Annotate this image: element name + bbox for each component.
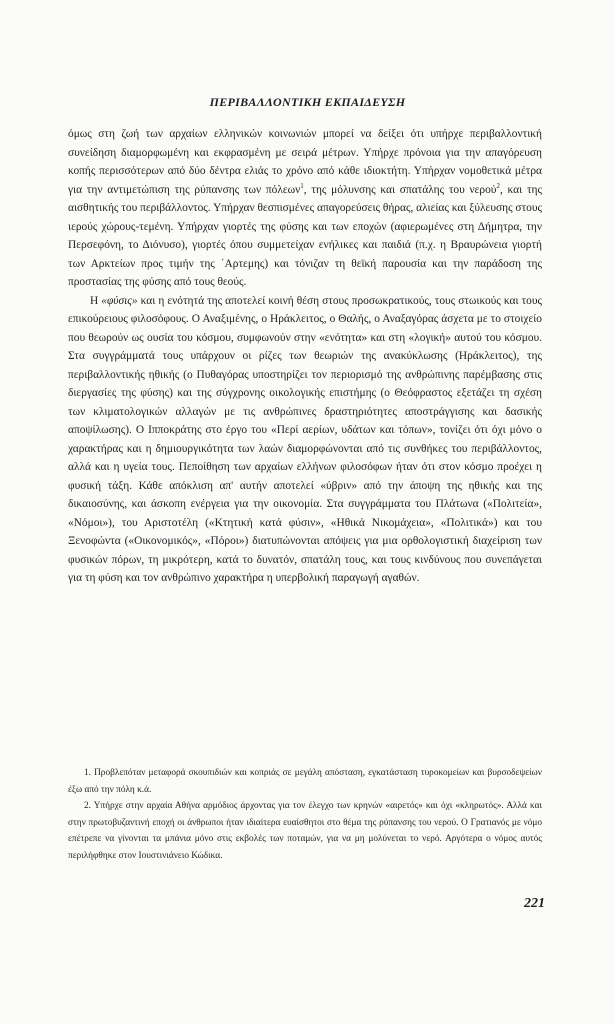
footnote-ref-2: 2 <box>496 181 500 190</box>
paragraph-1-text-c: , και της αισθητικής του περιβάλλοντος. Υπήρχαν θεσπισμένες απαγορεύσεις θήρας, αλιείας και ξύλευσης στους ιερούς χώρους-τεμένη. Υπήρχαν γιορτές της φύσης και των εποχών (αφιερωμένες στη Δήμητρα, την Περσεφόνη, το Διόνυσο), γιορτές όπου συμμετείχαν ενήλικες και παιδιά (π.χ. η Βραυρώνεια γιορτή των Αρκτείων προς τιμήν της ΄Αρτεμης) και τόνιζαν τη θεϊκή παρουσία και την παράδοση της προστασίας της φύσης από τους θεούς. <box>68 183 542 288</box>
paragraph-1 <box>68 125 542 292</box>
paragraph-1-text-a: όμως στη ζωή των αρχαίων ελληνικών κοινωνιών μπορεί να δείξει ότι υπήρχε περιβαλλοντική συνείδηση διαμορφωμένη και εκφρασμένη με σειρά μέτρων. Υπήρχε πρόνοια για την απαγόρευση κοπής περισσότερων από δύο δέντρα ελιάς το χρόνο από κάθε ιδιοκτήτη. Υπήρχαν νομοθετικά μέτρα για την αντιμετώπιση της ρύπανσης των πόλεων <box>68 128 542 196</box>
paragraph-2-text-b: και η ενότητά της αποτελεί κοινή θέση στους προσωκρατικούς, τους στωικούς και τους επικούρειους φιλοσόφους. Ο Αναξιμένης, ο Ηράκλειτος, ο Θαλής, ο Αναξαγόρας άσχετα με το στοιχείο που θεωρούν ως ουσία του κόσμου, συμφωνούν στην «ενότητα» και στη «λογική» αυτού του κόσμου. Στα συγγράμματά τους υπάρχουν οι ρίζες των θεωριών της ανακύκλωσης (Ηράκλειτος), της περιβαλλοντικής ηθικής (ο Πυθαγόρας υποστηρίζει τον περιορισμό της ανθρώπινης παρέμβασης στις διεργασίες της φύσης) και της σύγχρονης οικολογικής επιστήμης (ο Θεόφραστος εξετάζει τη σχέση των κλιματολογικών αλλαγών με τις ανθρώπινες δραστηριότητες αποστράγγισης και δασικής αποψίλωσης). Ο Ιπποκράτης στο έργο του «Περί αερίων, υδάτων και τόπων», τονίζει ότι όχι μόνο ο χαρακτήρας και η δημιουργικότητα των λαών διαμορφώνονται από τις συνθήκες του περιβάλλοντος, αλλά και η υγεία τους. Πεποίθηση των αρχαίων ελλήνων φιλοσόφων ήταν ότι στον κόσμο προέχει η φυσική τάξη. Κάθε απόκλιση απ' αυτήν αποτελεί «ύβριν» από την άποψη της ηθικής και της δικαιοσύνης, και άσκοπη ενέργεια για την οικονομία. Στα συγγράμματα του Πλάτωνα («Πολιτεία», «Νόμοι»), του Αριστοτέλη («Κτητική κατά φύσιν», «Ηθικά Νικομάχεια», «Πολιτικά») και του Ξενοφώντα («Οικονομικός», «Πόροι») διατυπώνονται απόψεις για μια ορθολογιστική διαχείριση των φυσικών πόρων, τη μικρότερη, κατά το δυνατόν, σπατάλη τους, και τους κινδύνους που συνεπάγεται για τη φύση και τον ανθρώπινο χαρακτήρα η υπερβολική παραγωγή αγαθών. <box>68 294 542 584</box>
footnote-1: 1. Προβλεπόταν μεταφορά σκουπιδιών και κοπριάς σε μεγάλη απόσταση, εγκατάσταση τυροκομείων και βυρσοδεψείων έξω από την πόλη κ.ά. <box>68 768 542 795</box>
footnote-2: 2. Υπήρχε στην αρχαία Αθήνα αρμόδιος άρχοντας για τον έλεγχο των κρηνών «αιρετός» και όχι «κληρωτός». Αλλά και στην πρωτοβυζαντινή εποχή οι άνθρωποι ήταν ιδιαίτερα ευαίσθητοι στο θέμα της ρύπανσης του νερού. Ο Γρατιανός με νόμο επέτρεπε να γίνονται τα μπάνια μόνο στις εκβολές των ποταμών, για να μη μολύνεται το νερό. Αργότερα ο νόμος αυτός περιλήφθηκε στον Ιουστινιάνειο Κώδικα. <box>68 801 542 861</box>
main-text <box>68 125 542 588</box>
paragraph-2-text-a: Η <box>90 294 102 307</box>
paragraph-1-text-b: , της μόλυνσης και σπατάλης του νερού <box>303 183 497 196</box>
paragraph-2 <box>68 292 542 588</box>
paragraph-2-emphasis: «φύσις» <box>101 294 138 307</box>
footnote-ref-1: 1 <box>300 181 304 190</box>
footnotes <box>68 765 542 865</box>
running-head: ΠΕΡΙΒΑΛΛΟΝΤΙΚΗ ΕΚΠΑΙΔΕΥΣΗ <box>209 95 406 109</box>
page-number: 221 <box>524 896 545 911</box>
